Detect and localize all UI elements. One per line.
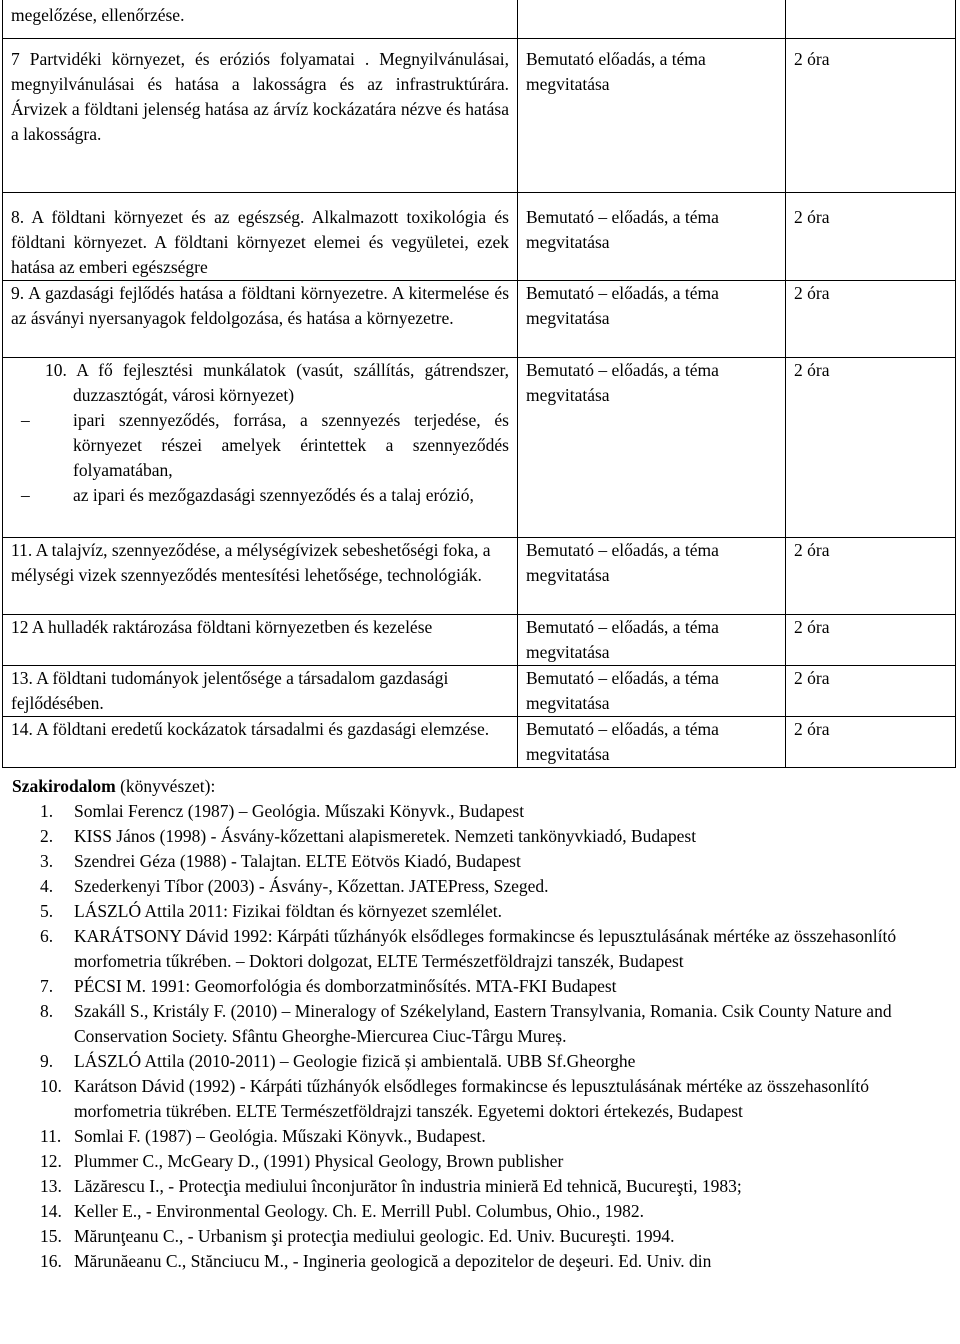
topic-text: 8. A földtani környezet és az egészség. Alkalmazott toxikológia és földtani környezet. A földtani környezet elemei és vegyületei, ezek hatása az emberi egészségre	[11, 207, 509, 277]
topic-text: 13. A földtani tudományok jelentősége a társadalom gazdasági fejlődésében.	[11, 668, 449, 713]
list-item: 2. KISS János (1998) - Ásvány-kőzettani alapismeretek. Nemzeti tankönyvkiadó, Budapest	[40, 826, 697, 846]
method-text: Bemutató – előadás, a téma megvitatása	[526, 540, 719, 585]
list-item: – ipari szennyeződés, forrása, a szennyezés terjedése, és környezet részei amelyek érintettek a szennyeződés folyamatában,	[11, 408, 509, 483]
hours-text: 2 óra	[794, 283, 830, 303]
hours-cell	[786, 193, 956, 281]
topic-cell	[3, 281, 518, 358]
list-item: 15. Mărunţeanu C., - Urbanism şi protecţia mediului geologic. Ed. Univ. Bucureşti. 1994.	[40, 1226, 675, 1246]
list-item: 6. KARÁTSONY Dávid 1992: Kárpáti tűzhányók elsődleges formakincse és lepusztulásának mértéke az összehasonlító morfometria tűkrében. – Doktori dolgozat, ELTE Természetföldrajzi tanszék, Budapest	[40, 926, 897, 971]
method-cell	[518, 193, 786, 281]
hours-cell	[786, 281, 956, 358]
topic-text: 7 Partvidéki környezet, és eróziós folyamatai . Megnyilvánulásai, megnyilvánulásai és hatása a lakosságra és az infrastruktúrára. Árvizek a földtani jelenség hatása az árvíz kockázatára nézve és hatása a lakosságra.	[11, 49, 509, 144]
hours-text: 2 óra	[794, 668, 830, 688]
list-item: 3. Szendrei Géza (1988) - Talajtan. ELTE Eötvös Kiadó, Budapest	[40, 851, 521, 871]
topic-cell	[3, 717, 518, 768]
topic-cell	[3, 358, 518, 538]
method-cell	[518, 281, 786, 358]
hours-text: 2 óra	[794, 49, 830, 69]
hours-cell	[786, 39, 956, 193]
method-cell	[518, 538, 786, 615]
method-text: Bemutató – előadás, a téma megvitatása	[526, 668, 719, 713]
list-item: 9. LÁSZLÓ Attila (2010-2011) – Geologie fizică și ambientală. UBB Sf.Gheorghe	[40, 1051, 636, 1071]
topic-text: megelőzése, ellenőrzése.	[11, 5, 185, 25]
table-row	[3, 39, 956, 193]
subitem-list	[11, 408, 509, 508]
list-item: – az ipari és mezőgazdasági szennyeződés és a talaj erózió,	[11, 483, 509, 508]
table-row	[3, 717, 956, 768]
references-section	[12, 774, 952, 1274]
topic-text: 12 A hulladék raktározása földtani környezetben és kezelése	[11, 617, 433, 637]
table-row	[3, 358, 956, 538]
references-list	[12, 799, 952, 1274]
list-item: 11. Somlai F. (1987) – Geológia. Műszaki Könyvk., Budapest.	[40, 1126, 486, 1146]
method-text: Bemutató – előadás, a téma megvitatása	[526, 360, 719, 405]
topic-cell	[3, 538, 518, 615]
list-item: 12. Plummer C., McGeary D., (1991) Physical Geology, Brown publisher	[40, 1151, 564, 1171]
table-row	[3, 281, 956, 358]
topic-cell	[3, 666, 518, 717]
table-row	[3, 615, 956, 666]
topic-text: 14. A földtani eredetű kockázatok társadalmi és gazdasági elemzése.	[11, 719, 490, 739]
hours-cell	[786, 717, 956, 768]
hours-text: 2 óra	[794, 540, 830, 560]
topic-cell	[3, 193, 518, 281]
table-row	[3, 666, 956, 717]
method-cell	[518, 666, 786, 717]
hours-cell	[786, 358, 956, 538]
method-text: Bemutató – előadás, a téma megvitatása	[526, 207, 719, 252]
method-cell	[518, 358, 786, 538]
hours-text: 2 óra	[794, 207, 830, 227]
list-item: 10. Karátson Dávid (1992) - Kárpáti tűzhányók elsődleges formakincse és lepusztulásának mértéke az összehasonlító morfometria tükrében. ELTE Természetföldrajzi tanszék. Egyetemi doktori értekezés, Budapest	[40, 1076, 870, 1121]
list-item: 1. Somlai Ferencz (1987) – Geológia. Műszaki Könyvk., Budapest	[40, 801, 525, 821]
list-item: 14. Keller E., - Environmental Geology. Ch. E. Merrill Publ. Columbus, Ohio., 1982.	[40, 1201, 644, 1221]
references-title: Szakirodalom (könyvészet):	[12, 776, 216, 796]
topic-text: 11. A talajvíz, szennyeződése, a mélységívizek sebeshetőségi foka, a mélységi vizek szennyeződés mentesítési lehetősége, technológiák.	[11, 540, 491, 585]
hours-text: 2 óra	[794, 617, 830, 637]
list-item: 5. LÁSZLÓ Attila 2011: Fizikai földtan és környezet szemlélet.	[40, 901, 502, 921]
method-cell	[518, 717, 786, 768]
topic-cell	[3, 0, 518, 39]
method-cell	[518, 615, 786, 666]
list-item: 13. Lăzărescu I., - Protecţia mediului înconjurător în industria minieră Ed tehnică, Bucureşti, 1983;	[40, 1176, 742, 1196]
topic-cell	[3, 615, 518, 666]
hours-text: 2 óra	[794, 360, 830, 380]
method-text: Bemutató – előadás, a téma megvitatása	[526, 617, 719, 662]
syllabus-table	[2, 0, 956, 768]
list-item: 4. Szederkenyi Tíbor (2003) - Ásvány-, Kőzettan. JATEPress, Szeged.	[40, 876, 549, 896]
method-text: Bemutató – előadás, a téma megvitatása	[526, 719, 719, 764]
topic-text: 9. A gazdasági fejlődés hatása a földtani környezetre. A kitermelése és az ásványi nyersanyagok feldolgozása, és hatása a környezetre.	[11, 283, 509, 328]
method-cell	[518, 0, 786, 39]
table-row	[3, 538, 956, 615]
list-item: 8. Szakáll S., Kristály F. (2010) – Mineralogy of Székelyland, Eastern Transylvania, Romania. Csik County Nature and Conservation Society. Sfântu Gheorghe-Miercurea Ciuc-Târgu Mureș.	[40, 1001, 892, 1046]
method-text: Bemutató – előadás, a téma megvitatása	[526, 283, 719, 328]
hours-cell	[786, 666, 956, 717]
hours-cell	[786, 0, 956, 39]
table-row	[3, 0, 956, 39]
hours-text: 2 óra	[794, 719, 830, 739]
table-row	[3, 193, 956, 281]
hours-cell	[786, 615, 956, 666]
list-item: 16. Mărunăeanu C., Stănciucu M., - Ingineria geologică a depozitelor de deşeuri. Ed. Univ. din	[40, 1251, 712, 1271]
list-item: 7. PÉCSI M. 1991: Geomorfológia és domborzatminősítés. MTA-FKI Budapest	[40, 976, 617, 996]
hours-cell	[786, 538, 956, 615]
topic-cell	[3, 39, 518, 193]
method-cell	[518, 39, 786, 193]
method-text: Bemutató előadás, a téma megvitatása	[526, 49, 706, 94]
topic-text: 10. A fő fejlesztési munkálatok (vasút, szállítás, gátrendszer, duzzasztógát, városi környezet)	[45, 360, 509, 405]
